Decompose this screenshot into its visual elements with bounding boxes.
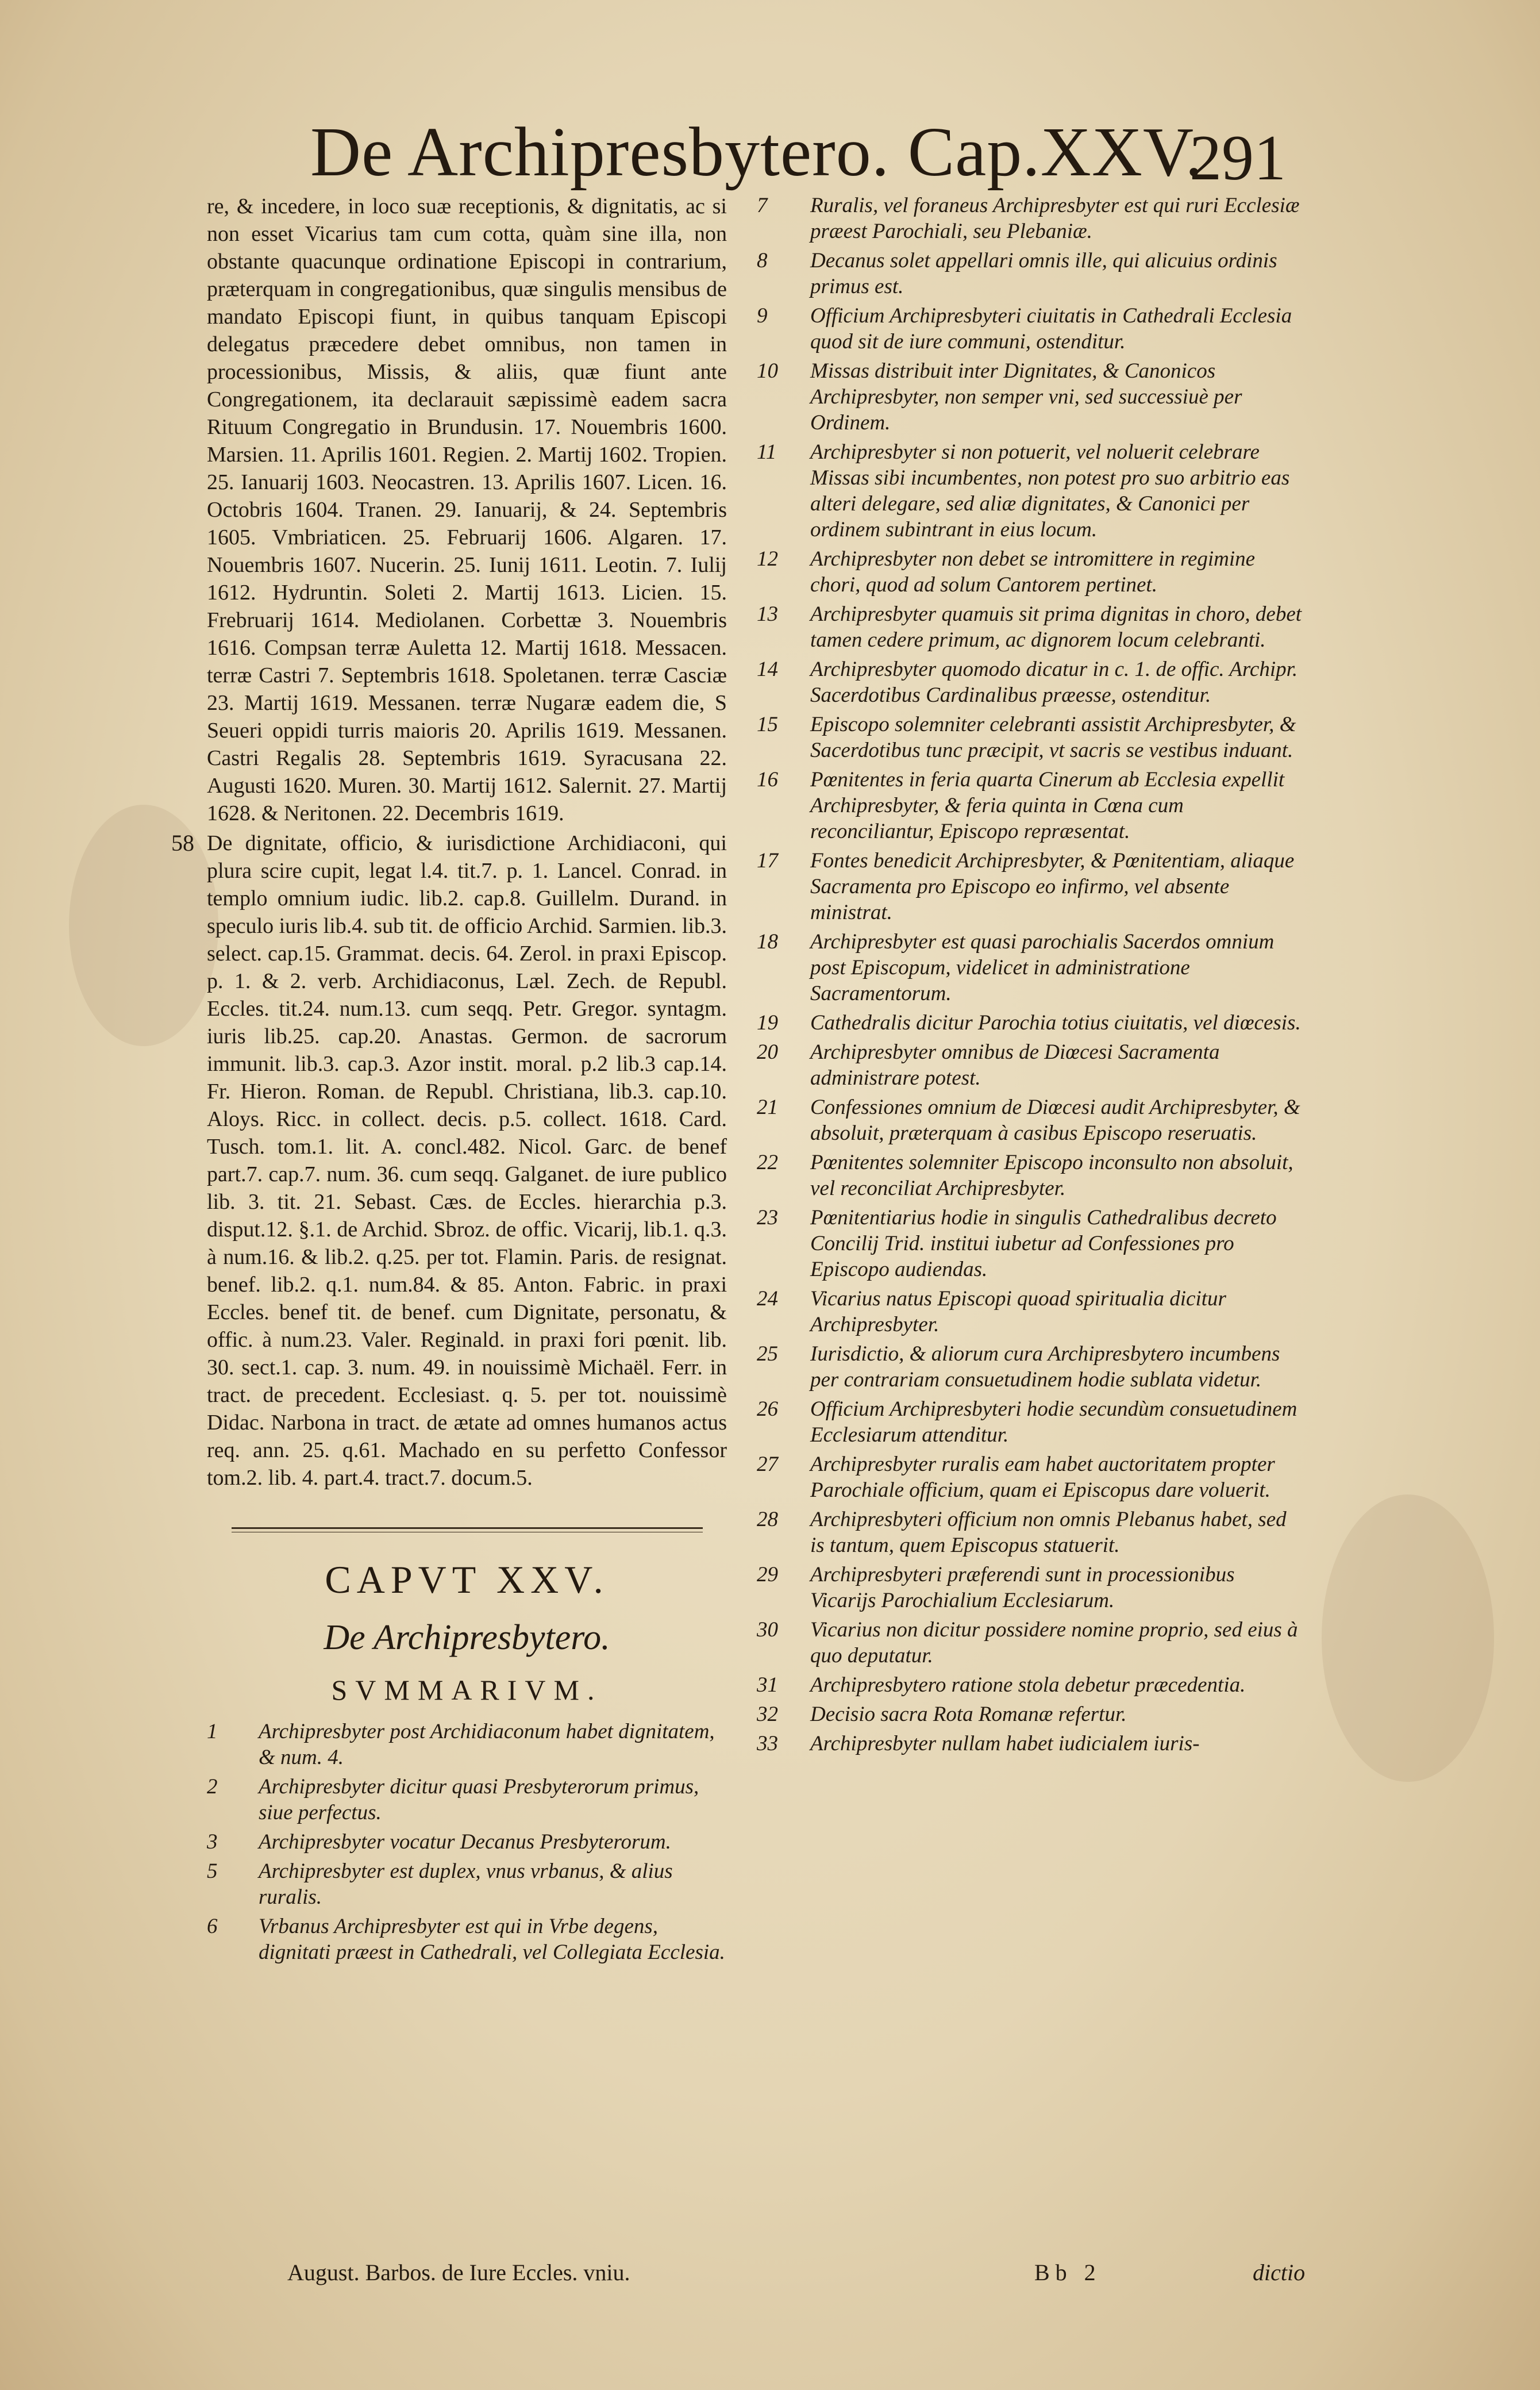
summary-item-number: 14 [757,658,778,681]
summary-item-number: 9 [757,304,768,328]
summary-item-text: Ruralis, vel foraneus Archipresbyter est qui ruri Ecclesiæ præest Parochiali, seu Plebaniæ. [810,194,1300,243]
summary-item [759,1039,1304,1091]
left-column [171,193,727,1969]
summary-item [759,439,1304,543]
summary-item-text: Archipresbyter post Archidiaconum habet dignitatem, & num. 4. [259,1720,715,1769]
folio-number: 291 [1189,122,1286,194]
summary-item-number: 15 [757,713,778,736]
summary-item-text: Archipresbyteri officium non omnis Plebanus habet, sed is tantum, quem Episcopus statuerit. [810,1508,1287,1557]
right-column [759,193,1304,1760]
summary-item [759,303,1304,355]
summary-item-number: 17 [757,849,778,873]
summary-item-text: Archipresbyter quamuis sit prima dignitas in choro, debet tamen cedere primum, ac dignorem locum celebranti. [810,602,1302,652]
summary-item-number: 28 [757,1508,778,1531]
summary-item [207,1719,727,1770]
summary-item [759,767,1304,844]
section-rule [232,1527,703,1532]
summary-item-number: 10 [757,359,778,383]
summary-item-text: Episcopo solemniter celebranti assistit Archipresbyter, & Sacerdotibus tunc præcipit, vt sacris se vestibus induant. [810,713,1296,762]
summary-item-text: Archipresbyter est duplex, vnus vrbanus, & alius ruralis. [259,1859,673,1909]
summary-item-text: Archipresbyter omnibus de Diœcesi Sacramenta administrare potest. [810,1040,1220,1090]
summary-item-number: 33 [757,1732,778,1755]
summary-item [207,1774,727,1826]
summary-item-text: Pœnitentes solemniter Episcopo inconsulto non absoluit, vel reconciliat Archipresbyter. [810,1151,1293,1200]
summary-item [759,1617,1304,1669]
summary-item-text: Confessiones omnium de Diœcesi audit Archipresbyter, & absoluit, præterquam à casibus Episcopo reseruatis. [810,1096,1300,1145]
summary-item-text: Fontes benedicit Archipresbyter, & Pœnitentiam, aliaque Sacramenta pro Episcopo eo infirmo, vel absente ministrat. [810,849,1295,924]
summary-item [759,1341,1304,1393]
summary-item-number: 13 [757,602,778,626]
summary-item-number: 16 [757,768,778,791]
summary-item-number: 7 [757,194,768,217]
summary-item [759,193,1304,244]
running-head: De Archipresbytero. Cap.XXV. [310,113,1203,191]
summary-item [759,1701,1304,1727]
summary-title: SVMMARIVM. [331,1674,603,1706]
summary-item-number: 5 [207,1859,218,1883]
paper-stain [1322,1494,1494,1782]
summary-item [759,358,1304,436]
summary-item-number: 21 [757,1096,778,1119]
summary-item-text: Archipresbytero ratione stola debetur præcedentia. [810,1673,1246,1697]
summary-item-text: Pœnitentiarius hodie in singulis Cathedralibus decreto Concilij Trid. institui iubetur ad Confessiones pro Episcopo audiendas. [810,1206,1277,1281]
summary-item-number: 31 [757,1673,778,1697]
catchword-right: dictio [1253,2260,1306,2285]
summary-item-text: Vicarius natus Episcopi quoad spiritualia dicitur Archipresbyter. [810,1287,1226,1336]
summary-item-text: Decanus solet appellari omnis ille, qui alicuius ordinis primus est. [810,249,1277,298]
summary-item [759,848,1304,925]
summary-item [207,1913,727,1965]
summary-item-number: 2 [207,1775,218,1799]
summary-item-number: 11 [757,440,777,464]
summary-item-text: Vicarius non dicitur possidere nomine proprio, sed eius à quo deputatur. [810,1618,1298,1667]
summary-item-number: 22 [757,1151,778,1174]
summary-item [759,929,1304,1006]
summary-item-text: Vrbanus Archipresbyter est qui in Vrbe degens, dignitati præest in Cathedrali, vel Collegiata Ecclesia. [259,1915,725,1964]
summary-item [759,1396,1304,1448]
summary-item-text: Officium Archipresbyteri ciuitatis in Cathedrali Ecclesia quod sit de iure communi, ostenditur. [810,304,1292,353]
summary-item-text: Archipresbyter quomodo dicatur in c. 1. de offic. Archipr. Sacerdotibus Cardinalibus præesse, ostenditur. [810,658,1298,707]
body-paragraph: De dignitate, officio, & iurisdictione Archidiaconi, qui plura scire cupit, legat l.4. tit.7. p. 1. Lancel. Conrad. in templo omnium iudic. lib.2. cap.8. Guillelm. Durand. in speculo iuris lib.4. sub tit. de officio Archid. Sarmien. lib.3. select. cap.15. Grammat. decis. 64. Zerol. in praxi Episcop. p. 1. & 2. verb. Archidiaconus, Læl. Zech. de Republ. Eccles. tit.24. num.13. cum seqq. Petr. Gregor. syntagm. iuris lib.25. cap.20. Anastas. Germon. de sacrorum immunit. lib.3. cap.3. Azor instit. moral. p.2 lib.3 cap.14. Fr. Hieron. Roman. de Republ. Christiana, lib.3. cap.10. Aloys. Ricc. in collect. decis. p.5. collect. 1618. Card. Tusch. tom.1. lit. A. concl.482. Nicol. Garc. de benef part.7. cap.7. num. 36. cum seqq. Galganet. de iure publico lib. 3. tit. 21. Sebast. Cæs. de Eccles. hierarchia p.3. disput.12. §.1. de Archid. Sbroz. de offic. Vicarij, lib.1. q.3. à num.16. & lib.2. q.25. per tot. Flamin. Paris. de resignat. benef. lib.2. q.1. num.84. & 85. Anton. Fabric. in praxi Eccles. benef tit. de benef. cum Dignitate, personatu, & offic. à num.23. Valer. Reginald. in praxi fori pœnit. lib. 30. sect.1. cap. 3. num. 49. in nouissimè Michaël. Ferr. in tract. de precedent. Ecclesiast. q. 5. per tot. nouissimè Didac. Narbona in tract. de ætate ad omnes humanos actus req. ann. 25. q.61. Machado en su perfetto Confessor tom.2. lib. 4. part.4. tract.7. docum.5. [207,831,727,1490]
summary-item-number: 32 [757,1703,778,1726]
summary-item-number: 20 [757,1040,778,1064]
summary-item-number: 26 [757,1397,778,1421]
summary-item [759,1094,1304,1146]
summary-item [759,712,1304,763]
summary-item-number: 3 [207,1830,218,1854]
summary-item-number: 30 [757,1618,778,1642]
summary-item-text: Archipresbyter est quasi parochialis Sacerdos omnium post Episcopum, videlicet in administratione Sacramentorum. [810,930,1275,1005]
paper-stain [69,805,218,1046]
summary-item-number: 12 [757,547,778,571]
catchword-left: August. Barbos. de Iure Eccles. vniu. [287,2260,630,2285]
summary-item-number: 24 [757,1287,778,1311]
summary-item-text: Missas distribuit inter Dignitates, & Canonicos Archipresbyter, non semper vni, sed successiuè per Ordinem. [810,359,1242,435]
summary-item [759,601,1304,653]
summary-item [759,1010,1304,1036]
summary-item [759,1150,1304,1201]
summary-item-text: Archipresbyteri præferendi sunt in processionibus Vicarijs Parochialium Ecclesiarum. [810,1563,1235,1612]
summary-item-number: 29 [757,1563,778,1586]
body-paragraph: re, & incedere, in loco suæ receptionis, & dignitatis, ac si non esset Vicarius tam cum cotta, quàm sine illa, non obstante quacunque ordinatione Episcopi in contrarium, præterquam in congregationibus, quæ singulis mensibus de mandato Episcopi fiunt, in quibus tanquam Episcopi delegatus præcedere debet omnibus, non tamen in processionibus, Missis, & aliis, quæ fiunt ante Congregationem, ita declarauit sæpissimè eadem sacra Rituum Congregatio in Brundusin. 17. Nouembris 1600. Marsien. 11. Aprilis 1601. Regien. 2. Martij 1602. Tropien. 25. Ianuarij 1603. Neocastren. 13. Aprilis 1607. Licen. 16. Octobris 1604. Tranen. 29. Ianuarij, & 24. Septembris 1605. Vmbriaticen. 25. Februarij 1606. Algaren. 17. Nouembris 1607. Nucerin. 25. Iunij 1611. Leotin. 7. Iulij 1612. Hydruntin. Soleti 2. Martij 1613. Licien. 15. Frebruarij 1614. Mediolanen. Corbettæ 3. Nouembris 1616. Compsan terræ Auletta 12. Martij 1618. Messacen. terræ Castri 7. Septembris 1618. Spoletanen. terræ Casciæ 23. Martij 1619. Messanen. terræ Nugaræ eadem die, S Seueri oppidi turris maioris 20. Aprilis 1619. Messanen. Castri Regalis 28. Septembris 1619. Syracusana 22. Augusti 1620. Muren. 30. Martij 1612. Salernit. 27. Martij 1628. & Neritonen. 22. Decembris 1619. [207,194,727,825]
summary-item-number: 27 [757,1453,778,1476]
summary-item-text: Decisio sacra Rota Romanæ refertur. [810,1703,1127,1726]
summary-item-number: 25 [757,1342,778,1366]
summary-item-text: Pœnitentes in feria quarta Cinerum ab Ecclesia expellit Archipresbyter, & feria quinta in Cœna cum reconciliantur, Episcopo repræsentat. [810,768,1285,843]
summary-item-number: 6 [207,1915,218,1938]
summary-item [759,248,1304,299]
summary-item [207,1858,727,1910]
summary-item-text: Archipresbyter ruralis eam habet auctoritatem propter Parochiale officium, quam ei Episcopus dare voluerit. [810,1453,1275,1502]
summary-item-text: Archipresbyter nullam habet iudicialem iuris- [810,1732,1200,1755]
summary-item [759,546,1304,598]
summary-item-number: 8 [757,249,768,272]
summary-item [759,1205,1304,1282]
chapter-subtitle: De Archipresbytero. [324,1618,610,1657]
summary-item [759,1507,1304,1558]
summary-item-text: Officium Archipresbyteri hodie secundùm consuetudinem Ecclesiarum attenditur. [810,1397,1298,1447]
summary-item-text: Archipresbyter si non potuerit, vel noluerit celebrare Missas sibi incumbentes, non potest pro suo arbitrio eas alteri delegare, sed aliæ dignitates, & Canonici per ordinem subintrant in eius locum. [810,440,1290,541]
summary-item [759,656,1304,708]
summary-item-text: Archipresbyter dicitur quasi Presbyterorum primus, siue perfectus. [259,1775,699,1824]
summary-item [207,1829,727,1855]
chapter-heading: CAPVT XXV. [325,1558,609,1601]
paragraph-number: 58 [171,830,194,856]
summary-item-number: 18 [757,930,778,954]
summary-item-text: Cathedralis dicitur Parochia totius ciuitatis, vel diœcesis. [810,1011,1301,1035]
signature-mark: Bb 2 [1034,2260,1102,2285]
summary-item [759,1672,1304,1698]
summary-item [759,1451,1304,1503]
summary-item [759,1562,1304,1613]
summary-item-text: Archipresbyter vocatur Decanus Presbyterorum. [259,1830,671,1854]
summary-item-text: Iurisdictio, & aliorum cura Archipresbytero incumbens per contrariam consuetudinem hodie sublata videtur. [810,1342,1280,1392]
summary-item-number: 1 [207,1720,218,1743]
summary-item [759,1731,1304,1757]
summary-list-left [207,1719,727,1965]
summary-item-text: Archipresbyter non debet se intromittere in regimine chori, quod ad solum Cantorem pertinet. [810,547,1256,597]
summary-item [759,1286,1304,1338]
paragraph-58 [171,829,727,1492]
summary-item-number: 23 [757,1206,778,1229]
summary-item-number: 19 [757,1011,778,1035]
